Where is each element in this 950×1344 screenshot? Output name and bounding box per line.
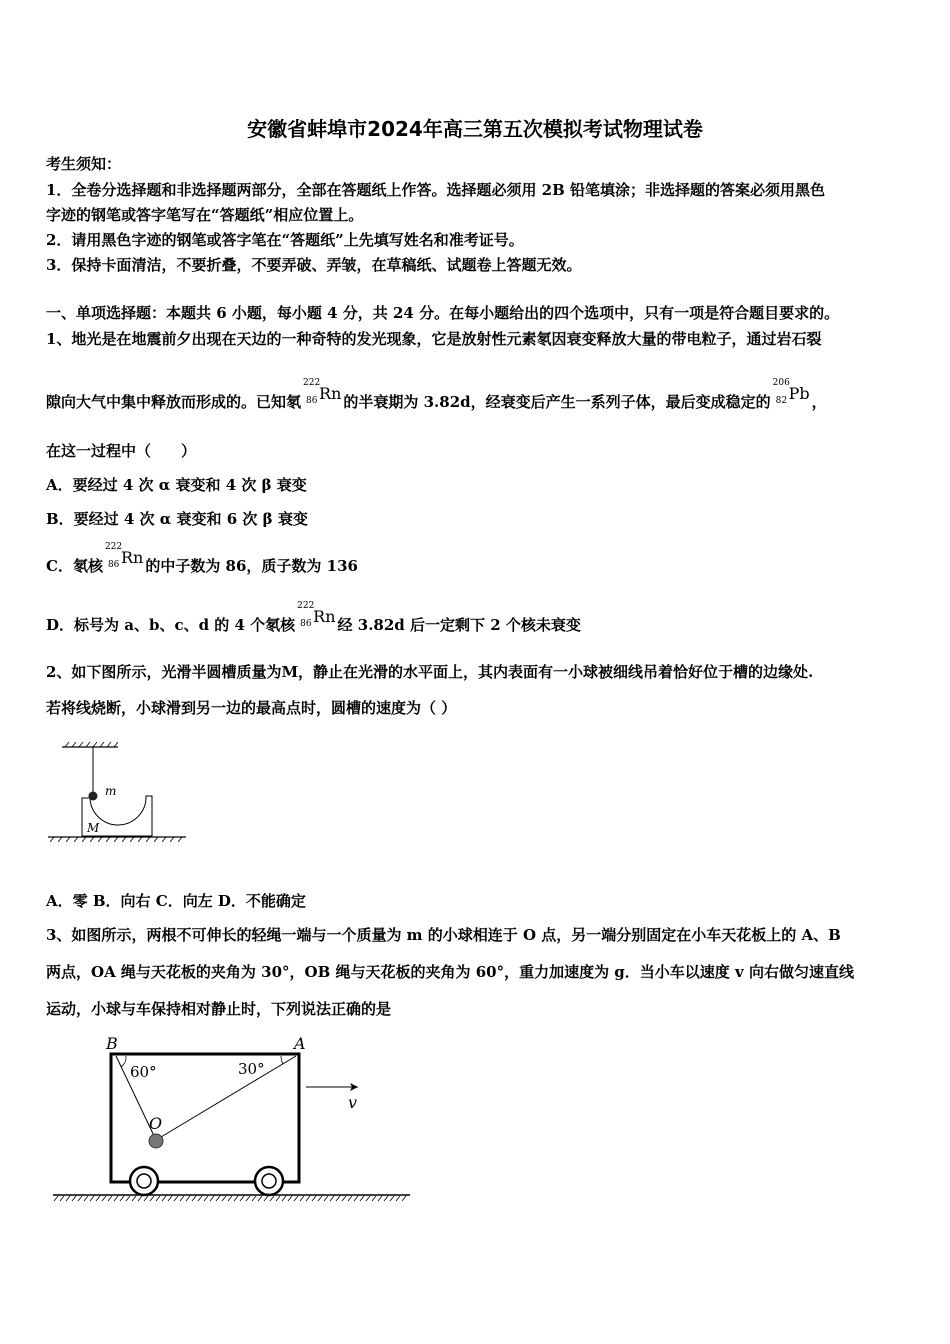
q1-option-c: [46, 542, 358, 576]
section-heading: 一、单项选择题：本题共 6 小题，每小题 4 分，共 24 分。在每小题给出的四个选项中，只有一项是符合题目要求的。: [46, 304, 840, 322]
label-A: A: [294, 1034, 306, 1053]
q1-line-2c: ，: [811, 393, 827, 411]
notice-line-1b: 字迹的钢笔或答字笔写在“答题纸”相应位置上。: [46, 206, 364, 224]
q2-options: A．零 B．向右 C．向左 D．不能确定: [46, 892, 306, 910]
q1-line-2a: 隙向大气中集中释放而形成的。已知氡: [46, 393, 302, 411]
radon-mass-c: 222: [104, 542, 123, 552]
radon-symbol-d: Rn: [313, 607, 336, 626]
label-M: M: [87, 821, 100, 835]
lead-mass: 206: [772, 378, 790, 388]
q1-option-d-pre: D．标号为 a、b、c、d 的 4 个氡核: [46, 616, 296, 634]
label-v: v: [348, 1093, 358, 1112]
radon-nuclide: [303, 378, 342, 411]
ball: [149, 1134, 163, 1148]
q3-line-1: 3、如图所示，两根不可伸长的轻绳一端与一个质量为 m 的小球相连于 O 点，另一端分别固定在小车天花板上的 A、B: [46, 926, 841, 944]
label-m: m: [105, 784, 117, 798]
wheel-right: [255, 1167, 283, 1195]
q2-line-1: 2、如下图所示，光滑半圆槽质量为M，静止在光滑的水平面上，其内表面有一小球被细线吊着恰好位于槽的边缘处.: [46, 663, 814, 681]
label-O: O: [149, 1114, 163, 1133]
q3-figure: [48, 1030, 418, 1205]
angle-60-label: 60°: [130, 1063, 157, 1081]
q3-line-3: 运动，小球与车保持相对静止时，下列说法正确的是: [46, 1000, 392, 1018]
radon-atomic-d: 86: [300, 619, 312, 629]
q1-line-2b: 的半衰期为 3.82d，经衰变后产生一系列子体，最后变成稳定的: [343, 393, 771, 411]
angle-arc-a: [281, 1056, 283, 1064]
angle-30-label: 30°: [238, 1060, 265, 1078]
q1-option-c-post: 的中子数为 86，质子数为 136: [145, 557, 358, 575]
q1-line-1: 1、地光是在地震前夕出现在天边的一种奇特的发光现象，它是放射性元素氡因衰变释放大量的带电粒子，通过岩石裂: [46, 330, 822, 348]
q1-option-c-pre: C．氡核: [46, 557, 103, 575]
q2-figure: [40, 740, 200, 845]
radon-atomic-c: 86: [107, 560, 120, 570]
notice-heading: 考生须知：: [46, 155, 122, 173]
q1-option-d-post: 经 3.82d 后一定剩下 2 个核未衰变: [337, 616, 581, 634]
lead-symbol: Pb: [788, 384, 810, 403]
lead-atomic: 82: [775, 396, 788, 406]
radon-atomic: 86: [306, 396, 318, 406]
radon-symbol-c: Rn: [120, 548, 144, 567]
q3-line-2: 两点，OA 绳与天花板的夹角为 30°，OB 绳与天花板的夹角为 60°，重力加速度为 g．当小车以速度 v 向右做匀速直线: [46, 963, 854, 981]
notice-line-3: 3．保持卡面清洁，不要折叠，不要弄破、弄皱，在草稿纸、试题卷上答题无效。: [46, 256, 582, 274]
ground-hatch: [50, 837, 182, 842]
rope-oa: [156, 1056, 296, 1140]
label-B: B: [106, 1034, 118, 1053]
q1-option-b: B．要经过 4 次 α 衰变和 6 次 β 衰变: [46, 510, 308, 528]
angle-arc-b: [121, 1056, 126, 1067]
wheel-left: [130, 1167, 158, 1195]
radon-nuclide-d: [297, 601, 336, 634]
q1-line-2: [46, 378, 827, 412]
q1-option-d: [46, 601, 581, 635]
ceiling-hatch: [65, 742, 118, 747]
radon-mass-d: 222: [297, 601, 315, 611]
page-title: 安徽省蚌埠市2024年高三第五次模拟考试物理试卷: [247, 117, 703, 141]
radon-nuclide-c: [104, 542, 144, 575]
radon-symbol: Rn: [319, 384, 342, 403]
notice-line-2: 2．请用黑色字迹的钢笔或答字笔在“答题纸”上先填写姓名和准考证号。: [46, 231, 524, 249]
q1-line-3: 在这一过程中（ ）: [46, 442, 197, 460]
q1-option-a: A．要经过 4 次 α 衰变和 4 次 β 衰变: [46, 476, 307, 494]
q2-line-2: 若将线烧断，小球滑到另一边的最高点时，圆槽的速度为（ ）: [46, 699, 457, 717]
small-ball: [89, 792, 98, 801]
radon-mass: 222: [303, 378, 321, 388]
lead-nuclide: [772, 378, 810, 411]
notice-line-1a: 1．全卷分选择题和非选择题两部分，全部在答题纸上作答。选择题必须用 2B 铅笔填涂；非选择题的答案必须用黑色: [46, 181, 826, 199]
road-hatch: [54, 1196, 406, 1201]
